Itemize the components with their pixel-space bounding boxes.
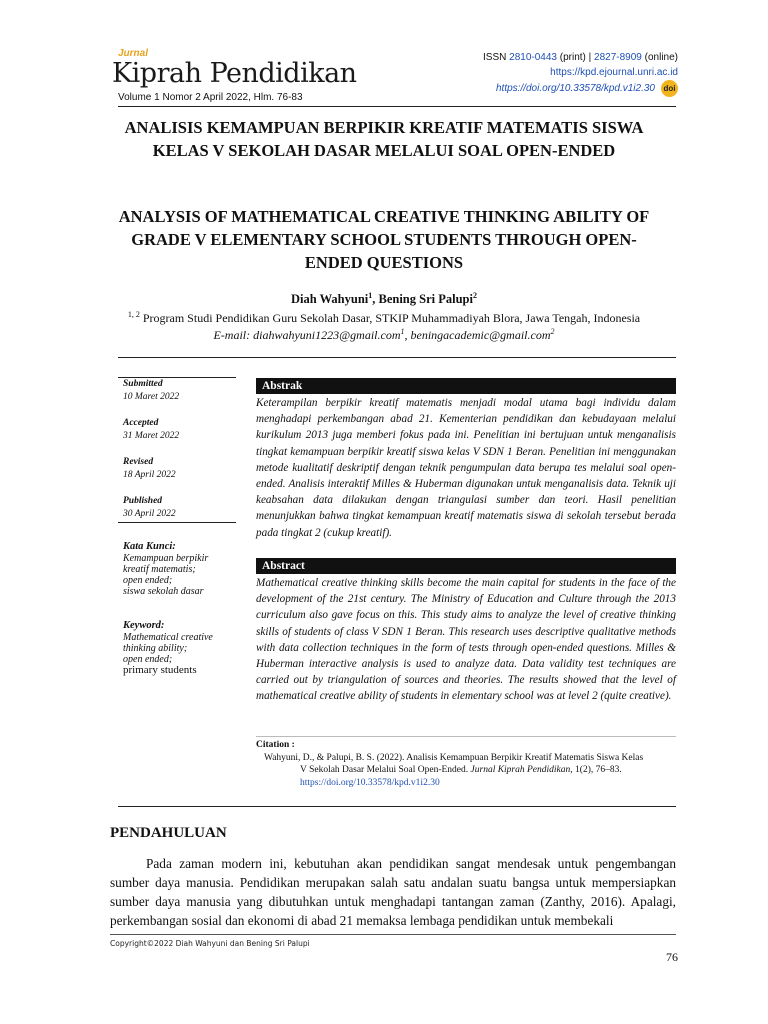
abstract-text: Mathematical creative thinking skills become the main capital for students in the face of the development of the 21st century. The Ministry of Education and Culture through the 2013 curriculum also gave focus on this. This study aims to analyze the level of creative thinking skills of students of class V SDN 1 Beran. This research uses descriptive qualitative methods with data collection techniques in the form of tests through open-ended questions. Milles & Huberman interactive analysis is used to analyze data. Data validity test techniques are carried out by triangulation of sources and theories. The results showed that the level of mathematical creative ability of students in elementary school was at level 2 (quite creative). <box>256 577 676 703</box>
kata-kunci-item: siswa sekolah dasar <box>123 586 204 597</box>
citation-journal: Jurnal Kiprah Pendidikan <box>470 765 571 775</box>
issn-line <box>338 50 678 65</box>
email-1[interactable]: E-mail: diahwahyuni1223@gmail.com <box>213 328 401 342</box>
journal-identifiers <box>338 50 678 97</box>
intro-paragraph <box>110 854 676 930</box>
bottom-divider <box>118 806 676 807</box>
issn-print-suffix: (print) | <box>559 52 592 63</box>
volume-info: Volume 1 Nomor 2 April 2022, Hlm. 76-83 <box>118 92 303 103</box>
journal-logo-name: Kiprah Pendidikan <box>112 58 357 89</box>
issn-online-suffix: (online) <box>644 52 678 63</box>
author-separator: , <box>372 292 379 306</box>
email-2[interactable]: , beningacademic@gmail.com <box>404 328 551 342</box>
article-dates-sidebar <box>123 378 235 534</box>
author-2-sup: 2 <box>472 290 477 300</box>
citation-box <box>256 736 676 789</box>
affiliation-text: Program Studi Pendidikan Guru Sekolah Dasar, STKIP Muhammadiyah Blora, Jawa Tengah, Indonesia <box>142 311 641 325</box>
doi-link[interactable]: https://doi.org/10.33578/kpd.v1i2.30 <box>495 83 655 94</box>
citation-label: Citation : <box>256 740 295 750</box>
citation-line-2a: V Sekolah Dasar Melalui Soal Open-Ended. <box>300 765 471 775</box>
issn-label: ISSN <box>483 52 507 63</box>
accepted-label: Accepted <box>123 418 159 428</box>
kata-kunci-label: Kata Kunci: <box>123 541 176 552</box>
author-1: Diah Wahyuni <box>291 292 369 306</box>
revised-label: Revised <box>123 457 154 467</box>
header-divider <box>118 106 676 107</box>
keywords-sidebar <box>123 536 235 676</box>
top-divider <box>118 357 676 358</box>
keyword-label: Keyword: <box>123 620 165 631</box>
issn-print-link[interactable]: 2810-0443 <box>509 52 557 63</box>
email-1-sup: 1 <box>400 327 405 336</box>
keyword-item: open ended; <box>123 654 173 665</box>
kata-kunci-item: kreatif matematis; <box>123 564 196 575</box>
affiliation <box>110 311 658 326</box>
keyword-item: primary students <box>123 664 197 676</box>
abstrak-text: Keterampilan berpikir kreatif matematis menjadi modal utama bagi individu dalam menghadapi perkembangan abad 21. Kementerian pendidikan dan kebudayaan melalui kurikulum 2013 juga memberi fokus pada ini. Penelitian ini bertujuan untuk menganalisis tingkat kemampuan berpikir kreatif siswa kelas V SDN 1 Beran. Penelitian ini menggunakan metode kualitatif deskriptif dengan teknik pengumpulan data berupa tes melalui soal open-ended. Analisis interaktif Milles & Huberman digunakan untuk menganalisis data. Teknik uji keabsahan data dilakukan dengan triangulasi sumber dan teori. Hasil penelitian menunjukkan bahwa tingkat kemampuan kreatif matematis siswa di sekolah tersebut berada pada tingkat 2 (cukup kreatif). <box>256 397 676 539</box>
website-link[interactable]: https://kpd.ejournal.unri.ac.id <box>550 67 678 78</box>
journal-label: Jurnal <box>118 48 149 59</box>
keyword-item: thinking ability; <box>123 643 188 654</box>
email-2-sup: 2 <box>550 327 555 336</box>
author-line <box>110 292 658 307</box>
section-heading: PENDAHULUAN <box>110 825 227 841</box>
accepted-date: 31 Maret 2022 <box>123 431 180 441</box>
submitted-date: 10 Maret 2022 <box>123 392 180 402</box>
issn-online-link[interactable]: 2827-8909 <box>594 52 642 63</box>
doi-row <box>338 80 678 97</box>
email-line <box>110 328 658 343</box>
intro-paragraph-text: Pada zaman modern ini, kebutuhan akan pendidikan sangat mendesak untuk pengembangan sumber daya manusia. Pendidikan merupakan salah satu andalan suatu bangsa untuk mempersiapkan sumber daya manusia yang dibutuhkan untuk menghadapi tantangan zaman (Zanthy, 2016). Apalagi, perkembangan sosial dan ekonomi di abad 21 memaksa lembaga pendidikan untuk membekali <box>110 856 676 928</box>
published-label: Published <box>123 496 163 506</box>
sidebar-mid-rule <box>118 522 236 523</box>
title-indonesian: ANALISIS KEMAMPUAN BERPIKIR KREATIF MATEMATIS SISWA KELAS V SEKOLAH DASAR MELALUI SOAL OPEN-ENDED <box>124 118 644 160</box>
affiliation-sup: 1, 2 <box>127 310 140 319</box>
copyright-notice: Copyright©2022 Diah Wahyuni dan Bening Sri Palupi <box>110 939 310 948</box>
doi-icon: doi <box>661 80 678 97</box>
author-1-sup: 1 <box>368 290 373 300</box>
kata-kunci-item: Kemampuan berpikir <box>123 553 209 564</box>
published-date: 30 April 2022 <box>123 509 176 519</box>
citation-line-2b: , 1(2), 76–83. <box>570 765 622 775</box>
citation-line-2 <box>256 764 676 777</box>
abstract-heading: Abstract <box>256 558 676 574</box>
keyword-item: Mathematical creative <box>123 632 213 643</box>
footer-divider <box>110 934 676 935</box>
title-english: ANALYSIS OF MATHEMATICAL CREATIVE THINKING ABILITY OF GRADE V ELEMENTARY SCHOOL STUDENTS THROUGH OPEN-ENDED QUESTIONS <box>118 207 650 272</box>
abstrak-heading: Abstrak <box>256 378 676 394</box>
author-2: Bening Sri Palupi <box>378 292 473 306</box>
kata-kunci-item: open ended; <box>123 575 173 586</box>
submitted-label: Submitted <box>123 379 163 389</box>
page-number: 76 <box>666 950 678 964</box>
citation-line-1: Wahyuni, D., & Palupi, B. S. (2022). Analisis Kemampuan Berpikir Kreatif Matematis Siswa Kelas <box>264 752 644 763</box>
citation-doi-link[interactable]: https://doi.org/10.33578/kpd.v1i2.30 <box>300 777 440 788</box>
revised-date: 18 April 2022 <box>123 470 176 480</box>
